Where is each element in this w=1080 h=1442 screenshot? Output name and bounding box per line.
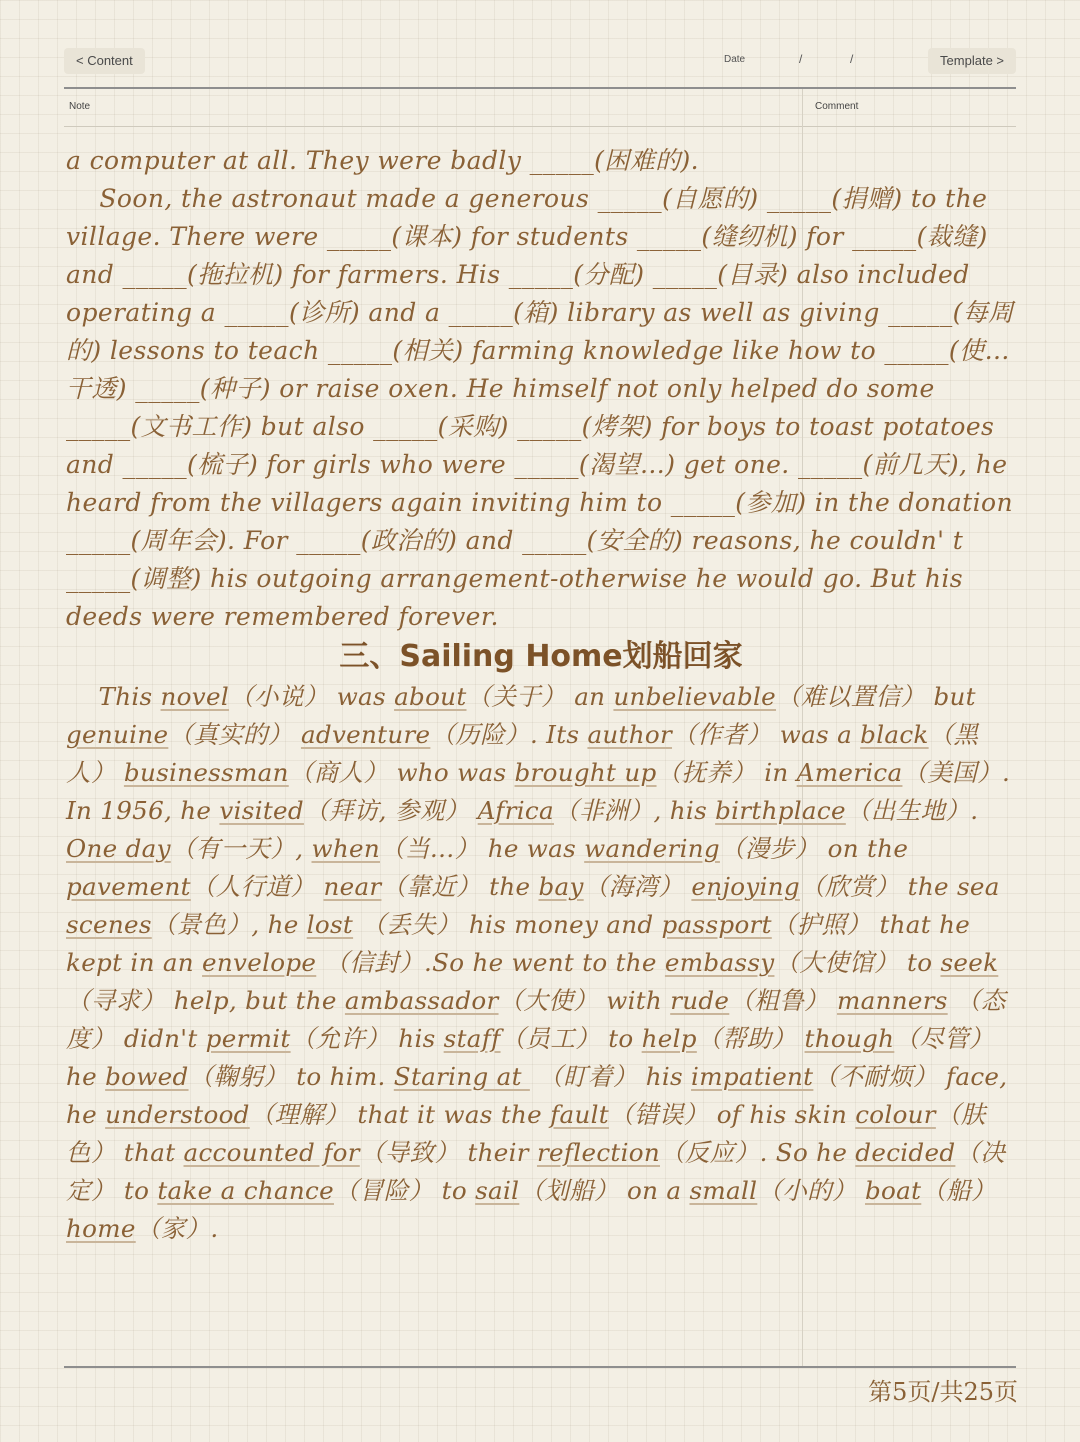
passage-text: （有一天）, xyxy=(170,834,312,863)
passage-text: （人行道） xyxy=(190,872,324,901)
passage-text: （鞠躬） to him. xyxy=(188,1062,394,1091)
vocab-term: black xyxy=(860,720,929,749)
vocab-term: accounted for xyxy=(183,1138,360,1167)
passage-text: （理解） that it was the xyxy=(249,1100,551,1129)
vocab-term: brought up xyxy=(514,758,657,787)
passage-text: （黑人） xyxy=(66,720,979,787)
vocab-term: small xyxy=(689,1176,758,1205)
vocab-term: Staring at xyxy=(393,1062,530,1091)
passage-text: （不耐烦） face, he xyxy=(66,1062,1016,1129)
vocab-term: fault xyxy=(550,1100,609,1129)
vocab-term: unbelievable xyxy=(613,682,777,711)
note-body[interactable] xyxy=(66,142,1019,1248)
passage-text: （错误） of his skin xyxy=(609,1100,856,1129)
passage-text: （美国）. In 1956, he xyxy=(66,758,1019,825)
vocab-term: colour xyxy=(855,1100,936,1129)
passage-text: （员工） to xyxy=(500,1024,642,1053)
content-back-button[interactable]: < Content xyxy=(64,48,145,74)
vocab-term: Africa xyxy=(477,796,554,825)
passage-text: （帮助） xyxy=(696,1024,805,1053)
passage-text: （允许） his xyxy=(290,1024,444,1053)
vocab-term: pavement xyxy=(66,872,191,901)
vocab-term: staff xyxy=(443,1024,501,1053)
date-separator: / xyxy=(799,52,803,66)
page-indicator: 第5页/共25页 xyxy=(868,1378,1018,1406)
vocab-term: bay xyxy=(538,872,584,901)
passage-text: （寻求） help, but the xyxy=(66,986,345,1015)
vocab-term: scenes xyxy=(66,910,152,939)
passage-text: （反应）. So he xyxy=(660,1138,856,1167)
passage-text: （小说） was xyxy=(229,682,395,711)
vocab-passage xyxy=(66,678,1019,1248)
note-column-label: Note xyxy=(69,101,91,112)
vocab-term: understood xyxy=(105,1100,250,1129)
vocab-term: envelope xyxy=(202,948,317,977)
vocab-term: genuine xyxy=(66,720,169,749)
passage-paragraph: a computer at all. They were badly _____(困难的). Soon, the astronaut made a generous _____(自愿的) _____(捐赠) to the village. There were _____(课本) for students _____(缝纫机) for _____(裁缝) and _____(拖拉机) for farmers. His _____(分配) _____(目录) also included operating a _____(诊所) and a _____(箱) library as well as giving _____(每周的) lessons to teach _____(相关) farming knowledge like how to _____(使…干透) _____(种子) or raise oxen. He himself not only helped do some _____(文书工作) but also _____(采购) _____(烤架) for boys to toast potatoes and _____(梳子) for girls who were _____(渴望…) get one. _____(前几天), he heard from the villagers again inviting him to _____(参加) in the donation _____(周年会). For _____(政治的) and _____(安全的) reasons, he couldn' t _____(调整) his outgoing arrangement-otherwise he would go. But his deeds were remembered forever. xyxy=(66,146,1014,631)
passage-text: （当…） he was xyxy=(380,834,585,863)
passage-text: （景色）, he xyxy=(151,910,307,939)
vocab-term: ambassador xyxy=(344,986,499,1015)
vocab-term: boat xyxy=(865,1176,922,1205)
vocab-term: enjoying xyxy=(691,872,800,901)
passage-text: （出生地）. xyxy=(845,796,987,825)
vocab-term: America xyxy=(796,758,903,787)
passage-text: （肤色） that xyxy=(66,1100,986,1167)
toolbar xyxy=(64,46,1016,76)
vocab-term: bowed xyxy=(105,1062,189,1091)
column-header-rule xyxy=(64,126,1016,127)
passage-text: （态度） didn't xyxy=(66,986,1006,1053)
vocab-term: author xyxy=(587,720,673,749)
vocab-term: manners xyxy=(836,986,948,1015)
vocab-term: lost xyxy=(306,910,354,939)
passage-text: （非洲）, his xyxy=(553,796,716,825)
passage-text: （真实的） xyxy=(168,720,301,749)
passage-text: （护照） that he kept in an xyxy=(66,910,979,977)
passage-text: （家）. xyxy=(135,1214,219,1243)
vocab-term: wandering xyxy=(584,834,720,863)
passage-text: （盯着） his xyxy=(529,1062,692,1091)
passage-text: （船） xyxy=(921,1176,1005,1205)
vocab-term: visited xyxy=(219,796,304,825)
passage-text: （决定） to xyxy=(66,1138,1006,1205)
vocab-term: embassy xyxy=(664,948,775,977)
passage-text: （小的） xyxy=(757,1176,865,1205)
vocab-term: when xyxy=(311,834,380,863)
vocab-term: seek xyxy=(940,948,999,977)
passage-text: （欣赏） the sea xyxy=(799,872,1008,901)
passage-text: （导致） their xyxy=(359,1138,537,1167)
vocab-term: One day xyxy=(66,834,171,863)
passage-text: This xyxy=(66,682,161,711)
date-label: Date xyxy=(724,54,746,65)
passage-text: （海湾） xyxy=(583,872,692,901)
vocab-term: reflection xyxy=(536,1138,660,1167)
vocab-term: take a chance xyxy=(157,1176,334,1205)
vocab-term: home xyxy=(66,1214,136,1243)
vocab-term: help xyxy=(641,1024,697,1053)
vocab-term: businessman xyxy=(123,758,289,787)
passage-text: （历险）. Its xyxy=(430,720,588,749)
footer-rule xyxy=(64,1366,1016,1368)
passage-text: （漫步） on the xyxy=(719,834,917,863)
date-separator: / xyxy=(850,52,854,66)
vocab-term: birthplace xyxy=(715,796,846,825)
passage-text: （靠近） the xyxy=(381,872,539,901)
passage-text: （拜访, 参观） xyxy=(303,796,478,825)
vocab-term: novel xyxy=(160,682,230,711)
vocab-term: passport xyxy=(661,910,772,939)
passage-text: （冒险） to xyxy=(333,1176,476,1205)
passage-text: （信封）.So he went to the xyxy=(316,948,665,977)
passage-text: （大使） with xyxy=(498,986,671,1015)
passage-text: （大使馆） to xyxy=(774,948,941,977)
vocab-term: sail xyxy=(475,1176,520,1205)
template-button[interactable]: Template > xyxy=(928,48,1016,74)
vocab-term: rude xyxy=(670,986,730,1015)
passage-text: （粗鲁） xyxy=(729,986,837,1015)
header-rule xyxy=(64,87,1016,89)
passage-text: （关于） an xyxy=(466,682,614,711)
passage-text: （划船） on a xyxy=(519,1176,690,1205)
passage-text: （尽管） he xyxy=(66,1024,1003,1091)
vocab-term: permit xyxy=(205,1024,291,1053)
vocab-term: decided xyxy=(855,1138,956,1167)
vocab-term: though xyxy=(804,1024,895,1053)
vocab-term: impatient xyxy=(691,1062,814,1091)
section-heading: 三、Sailing Home划船回家 xyxy=(339,639,743,674)
vocab-term: near xyxy=(323,872,382,901)
passage-text: （难以置信） but xyxy=(776,682,984,711)
vocab-term: adventure xyxy=(300,720,431,749)
passage-text: （抚养） in xyxy=(656,758,797,787)
comment-column-label: Comment xyxy=(815,101,859,112)
vocab-term: about xyxy=(394,682,467,711)
passage-text: （商人） who was xyxy=(288,758,515,787)
passage-text: （丢失） his money and xyxy=(353,910,662,939)
passage-text: （作者） was a xyxy=(672,720,861,749)
